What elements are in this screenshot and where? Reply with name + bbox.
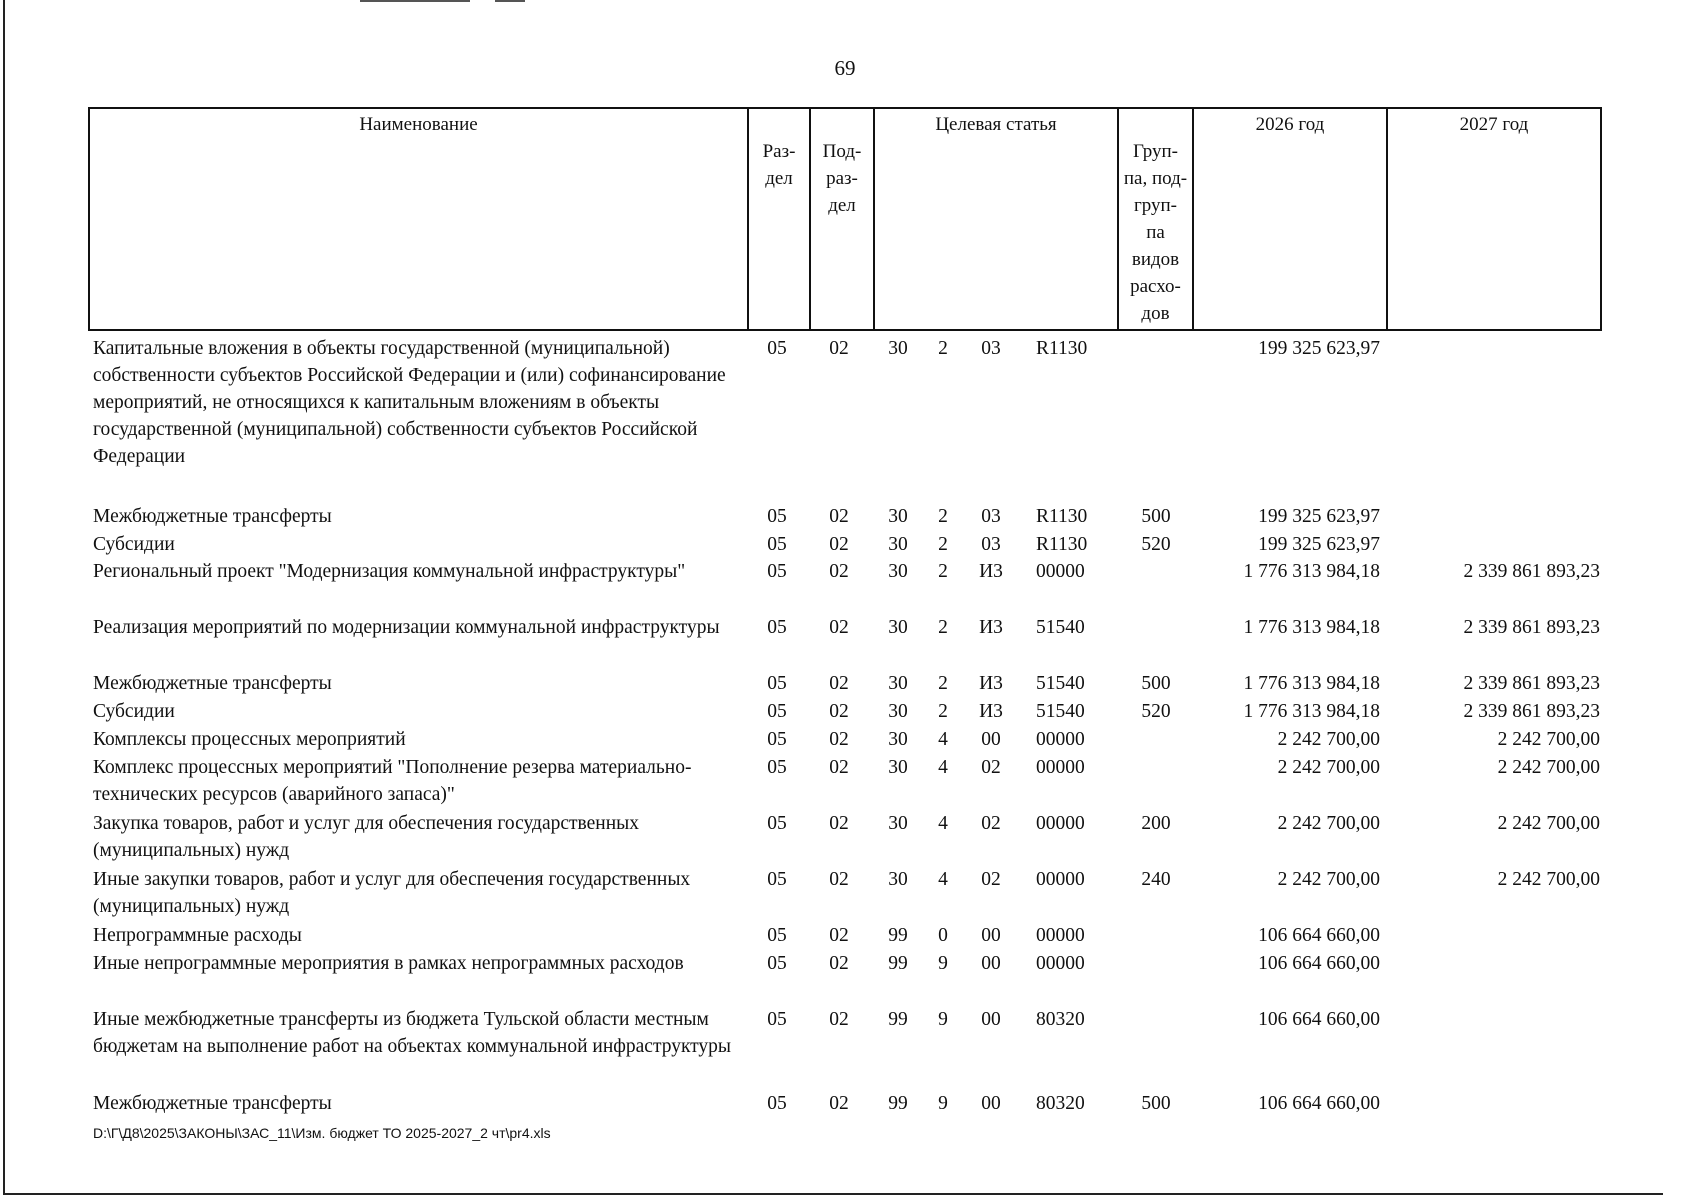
- header-2026: [1194, 109, 1388, 329]
- row-name: Субсидии: [93, 701, 175, 722]
- header-2027-label: 2027 год: [1459, 114, 1529, 135]
- row-gruppa: 520: [1141, 534, 1171, 555]
- row-name: Субсидии: [93, 534, 175, 555]
- row-name: Капитальные вложения в объекты государственной (муниципальной) собственности субъектов Российской Федерации и (или) софинансирование мероприятий, не относящихся к капитальным вложениям в объекты государственной (муниципальной) собственности субъектов Российской Федерации: [93, 338, 726, 467]
- row-amount-2026: 2 242 700,00: [1277, 729, 1380, 750]
- row-cs-type: 9: [938, 1009, 948, 1030]
- row-cs-type: 2: [938, 617, 948, 638]
- row-amount-2027: 2 242 700,00: [1497, 757, 1600, 778]
- row-cs-program: 99: [888, 925, 908, 946]
- row-cs-type: 4: [938, 757, 948, 778]
- row-podrazdel: 02: [829, 338, 849, 359]
- row-cs-program: 99: [888, 1093, 908, 1114]
- header-naimenovanie-label: Наименование: [359, 114, 478, 135]
- row-cs-type: 2: [938, 673, 948, 694]
- row-razdel: 05: [767, 673, 787, 694]
- row-amount-2026: 199 325 623,97: [1258, 506, 1380, 527]
- row-name: Иные закупки товаров, работ и услуг для обеспечения государственных (муниципальных) нужд: [93, 869, 691, 917]
- row-cs-element: И3: [979, 617, 1003, 638]
- row-cs-type: 2: [938, 701, 948, 722]
- row-name: Межбюджетные трансферты: [93, 673, 332, 694]
- footer-file-path: D:\Г\Д8\2025\ЗАКОНЫ\ЗАС_11\Изм. бюджет ТО 2025-2027_2 чт\pr4.xls: [93, 1125, 551, 1141]
- row-cs-element: И3: [979, 561, 1003, 582]
- row-cs-direction: 00000: [1036, 813, 1085, 834]
- row-podrazdel: 02: [829, 953, 849, 974]
- row-cs-type: 2: [938, 338, 948, 359]
- header-celevaya-statya: [875, 109, 1119, 329]
- header-razdel: [749, 109, 811, 329]
- row-cs-direction: R1130: [1036, 338, 1088, 359]
- row-name: Комплексы процессных мероприятий: [93, 729, 406, 750]
- row-cs-direction: 00000: [1036, 869, 1085, 890]
- row-amount-2026: 1 776 313 984,18: [1243, 561, 1380, 582]
- row-cs-program: 99: [888, 1009, 908, 1030]
- row-cs-direction: 51540: [1036, 673, 1085, 694]
- row-amount-2026: 106 664 660,00: [1258, 953, 1380, 974]
- row-cs-type: 0: [938, 925, 948, 946]
- row-name: Непрограммные расходы: [93, 925, 302, 946]
- row-razdel: 05: [767, 534, 787, 555]
- row-cs-element: 00: [981, 925, 1001, 946]
- row-podrazdel: 02: [829, 869, 849, 890]
- row-cs-element: 03: [981, 506, 1001, 527]
- scan-artifact: [495, 0, 525, 2]
- header-2026-label: 2026 год: [1255, 114, 1325, 135]
- row-cs-element: 03: [981, 338, 1001, 359]
- row-razdel: 05: [767, 561, 787, 582]
- row-name: Комплекс процессных мероприятий "Пополнение резерва материально-технических ресурсов (аварийного запаса)": [93, 757, 692, 805]
- row-cs-program: 30: [888, 673, 908, 694]
- page-frame-bottom: [3, 1193, 1663, 1195]
- row-cs-program: 30: [888, 561, 908, 582]
- row-cs-type: 4: [938, 729, 948, 750]
- row-cs-program: 30: [888, 617, 908, 638]
- row-cs-direction: 00000: [1036, 561, 1085, 582]
- row-podrazdel: 02: [829, 617, 849, 638]
- row-podrazdel: 02: [829, 925, 849, 946]
- row-cs-element: 00: [981, 729, 1001, 750]
- row-podrazdel: 02: [829, 1009, 849, 1030]
- row-cs-element: 00: [981, 953, 1001, 974]
- row-amount-2027: 2 339 861 893,23: [1463, 617, 1600, 638]
- row-amount-2026: 1 776 313 984,18: [1243, 673, 1380, 694]
- row-cs-type: 4: [938, 869, 948, 890]
- header-podrazdel: [811, 109, 875, 329]
- row-cs-element: 03: [981, 534, 1001, 555]
- row-amount-2027: 2 242 700,00: [1497, 813, 1600, 834]
- row-podrazdel: 02: [829, 561, 849, 582]
- header-naimenovanie: [90, 109, 749, 329]
- row-cs-program: 30: [888, 338, 908, 359]
- row-gruppa: 500: [1141, 1093, 1171, 1114]
- row-amount-2026: 2 242 700,00: [1277, 813, 1380, 834]
- row-razdel: 05: [767, 1009, 787, 1030]
- row-cs-direction: 00000: [1036, 953, 1085, 974]
- page-frame-left: [3, 0, 5, 1195]
- row-cs-type: 9: [938, 1093, 948, 1114]
- row-cs-program: 30: [888, 729, 908, 750]
- row-cs-element: 02: [981, 757, 1001, 778]
- row-cs-element: 00: [981, 1009, 1001, 1030]
- header-podrazdel-label: Под- раз- дел: [822, 141, 862, 216]
- row-name: Межбюджетные трансферты: [93, 1093, 332, 1114]
- row-amount-2026: 1 776 313 984,18: [1243, 617, 1380, 638]
- row-cs-program: 30: [888, 869, 908, 890]
- row-amount-2026: 106 664 660,00: [1258, 925, 1380, 946]
- row-amount-2027: 2 339 861 893,23: [1463, 561, 1600, 582]
- row-name: Иные непрограммные мероприятия в рамках непрограммных расходов: [93, 953, 684, 974]
- row-razdel: 05: [767, 1093, 787, 1114]
- row-name: Реализация мероприятий по модернизации коммунальной инфраструктуры: [93, 617, 720, 638]
- row-podrazdel: 02: [829, 506, 849, 527]
- row-gruppa: 200: [1141, 813, 1171, 834]
- row-razdel: 05: [767, 506, 787, 527]
- row-cs-direction: 80320: [1036, 1009, 1085, 1030]
- row-cs-element: 00: [981, 1093, 1001, 1114]
- row-cs-direction: 80320: [1036, 1093, 1085, 1114]
- row-name: Межбюджетные трансферты: [93, 506, 332, 527]
- row-cs-element: 02: [981, 813, 1001, 834]
- row-razdel: 05: [767, 953, 787, 974]
- row-amount-2027: 2 339 861 893,23: [1463, 673, 1600, 694]
- page-number: 69: [834, 56, 856, 80]
- row-cs-type: 4: [938, 813, 948, 834]
- row-amount-2026: 106 664 660,00: [1258, 1093, 1380, 1114]
- header-razdel-label: Раз- дел: [762, 141, 796, 189]
- row-amount-2026: 2 242 700,00: [1277, 757, 1380, 778]
- row-name: Региональный проект "Модернизация коммунальной инфраструктуры": [93, 561, 686, 582]
- row-cs-element: И3: [979, 701, 1003, 722]
- row-razdel: 05: [767, 701, 787, 722]
- header-gruppa: [1119, 109, 1194, 329]
- row-gruppa: 500: [1141, 673, 1171, 694]
- row-cs-direction: 00000: [1036, 757, 1085, 778]
- header-2027: [1388, 109, 1600, 329]
- row-razdel: 05: [767, 869, 787, 890]
- row-podrazdel: 02: [829, 534, 849, 555]
- row-amount-2026: 2 242 700,00: [1277, 869, 1380, 890]
- row-cs-element: 02: [981, 869, 1001, 890]
- row-podrazdel: 02: [829, 729, 849, 750]
- row-cs-type: 2: [938, 561, 948, 582]
- header-celevaya-statya-label: Целевая статья: [935, 114, 1057, 135]
- row-amount-2026: 199 325 623,97: [1258, 534, 1380, 555]
- row-amount-2027: 2 242 700,00: [1497, 869, 1600, 890]
- row-podrazdel: 02: [829, 701, 849, 722]
- row-amount-2026: 199 325 623,97: [1258, 338, 1380, 359]
- row-podrazdel: 02: [829, 757, 849, 778]
- row-razdel: 05: [767, 813, 787, 834]
- row-razdel: 05: [767, 925, 787, 946]
- row-cs-type: 2: [938, 506, 948, 527]
- row-podrazdel: 02: [829, 813, 849, 834]
- row-cs-program: 30: [888, 506, 908, 527]
- row-cs-program: 30: [888, 757, 908, 778]
- row-razdel: 05: [767, 757, 787, 778]
- row-amount-2027: 2 339 861 893,23: [1463, 701, 1600, 722]
- row-cs-program: 30: [888, 813, 908, 834]
- row-podrazdel: 02: [829, 673, 849, 694]
- row-cs-type: 9: [938, 953, 948, 974]
- row-cs-element: И3: [979, 673, 1003, 694]
- row-cs-direction: 51540: [1036, 617, 1085, 638]
- row-razdel: 05: [767, 729, 787, 750]
- row-cs-direction: 00000: [1036, 925, 1085, 946]
- row-name: Закупка товаров, работ и услуг для обеспечения государственных (муниципальных) нужд: [93, 813, 640, 861]
- row-cs-program: 99: [888, 953, 908, 974]
- row-gruppa: 520: [1141, 701, 1171, 722]
- row-amount-2027: 2 242 700,00: [1497, 729, 1600, 750]
- row-gruppa: 500: [1141, 506, 1171, 527]
- scan-artifact: [360, 0, 470, 2]
- row-razdel: 05: [767, 338, 787, 359]
- row-cs-direction: 00000: [1036, 729, 1085, 750]
- table-header: [88, 107, 1602, 331]
- row-cs-direction: R1130: [1036, 534, 1088, 555]
- row-amount-2026: 106 664 660,00: [1258, 1009, 1380, 1030]
- row-name: Иные межбюджетные трансферты из бюджета Тульской области местным бюджетам на выполнение работ на объектах коммунальной инфраструктуры: [93, 1009, 732, 1057]
- row-cs-direction: 51540: [1036, 701, 1085, 722]
- row-podrazdel: 02: [829, 1093, 849, 1114]
- row-cs-program: 30: [888, 701, 908, 722]
- row-gruppa: 240: [1141, 869, 1171, 890]
- row-cs-type: 2: [938, 534, 948, 555]
- header-gruppa-label: Груп- па, под- груп- па видов расхо- дов: [1123, 141, 1188, 324]
- row-amount-2026: 1 776 313 984,18: [1243, 701, 1380, 722]
- row-cs-program: 30: [888, 534, 908, 555]
- row-cs-direction: R1130: [1036, 506, 1088, 527]
- row-razdel: 05: [767, 617, 787, 638]
